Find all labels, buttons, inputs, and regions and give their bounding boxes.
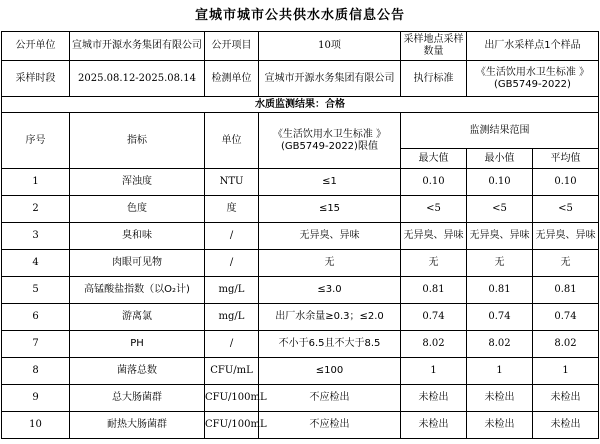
- row-unit: /: [205, 250, 259, 277]
- row-min: 0.74: [467, 304, 533, 331]
- row-avg: 未检出: [533, 385, 599, 412]
- table-row: [2, 196, 599, 223]
- table-row: [2, 385, 599, 412]
- row-limit: 无: [259, 250, 401, 277]
- row-indicator: 臭和味: [70, 223, 205, 250]
- header-limit: 《生活饮用水卫生标准 》(GB5749-2022)限值: [259, 113, 401, 169]
- table-row: [2, 304, 599, 331]
- row-min: 无: [467, 250, 533, 277]
- table-row: [2, 169, 599, 196]
- row-index: 1: [2, 169, 70, 196]
- row-max: 1: [401, 358, 467, 385]
- row-min: <5: [467, 196, 533, 223]
- row-avg: 1: [533, 358, 599, 385]
- row-max: 0.81: [401, 277, 467, 304]
- sample-value: 出厂水采样点1个样品: [467, 32, 599, 61]
- row-min: 未检出: [467, 385, 533, 412]
- testunit-value: 宣城市开源水务集团有限公司: [259, 61, 401, 97]
- table-row: [2, 223, 599, 250]
- row-index: 4: [2, 250, 70, 277]
- row-limit: 不应检出: [259, 385, 401, 412]
- testunit-label: 检测单位: [205, 61, 259, 97]
- water-quality-table: [1, 31, 599, 439]
- row-unit: /: [205, 223, 259, 250]
- row-index: 10: [2, 412, 70, 439]
- row-indicator: 游离氯: [70, 304, 205, 331]
- row-unit: mg/L: [205, 277, 259, 304]
- page-title: 宣城市城市公共供水水质信息公告: [194, 8, 405, 23]
- row-indicator: 高锰酸盐指数（以O₂计): [70, 277, 205, 304]
- row-index: 3: [2, 223, 70, 250]
- table-row: [2, 358, 599, 385]
- row-min: 8.02: [467, 331, 533, 358]
- row-index: 7: [2, 331, 70, 358]
- row-max: 未检出: [401, 385, 467, 412]
- period-label: 采样时段: [2, 61, 70, 97]
- row-index: 6: [2, 304, 70, 331]
- row-limit: ≤100: [259, 358, 401, 385]
- result-line: 水质监测结果：合格: [2, 97, 599, 113]
- row-avg: 无异臭、异味: [533, 223, 599, 250]
- row-min: 1: [467, 358, 533, 385]
- unit-value: 宣城市开源水务集团有限公司: [70, 32, 205, 61]
- row-avg: 0.81: [533, 277, 599, 304]
- row-avg: 0.10: [533, 169, 599, 196]
- row-max: 8.02: [401, 331, 467, 358]
- header-min: 最小值: [467, 149, 533, 169]
- table-row: [2, 250, 599, 277]
- data-rows: [2, 169, 599, 439]
- header-range: 监测结果范围: [401, 113, 599, 149]
- standard-label: 执行标准: [401, 61, 467, 97]
- row-avg: 0.74: [533, 304, 599, 331]
- row-indicator: 色度: [70, 196, 205, 223]
- row-index: 8: [2, 358, 70, 385]
- header-indicator: 指标: [70, 113, 205, 169]
- row-indicator: 肉眼可见物: [70, 250, 205, 277]
- row-unit: /: [205, 331, 259, 358]
- row-indicator: 总大肠菌群: [70, 385, 205, 412]
- period-value: 2025.08.12-2025.08.14: [70, 61, 205, 97]
- header-max: 最大值: [401, 149, 467, 169]
- row-unit: NTU: [205, 169, 259, 196]
- row-unit: mg/L: [205, 304, 259, 331]
- row-limit: 不应检出: [259, 412, 401, 439]
- row-min: 无异臭、异味: [467, 223, 533, 250]
- row-indicator: PH: [70, 331, 205, 358]
- row-limit: ≤3.0: [259, 277, 401, 304]
- row-limit: 无异臭、异味: [259, 223, 401, 250]
- row-min: 0.81: [467, 277, 533, 304]
- row-indicator: 菌落总数: [70, 358, 205, 385]
- header-unit: 单位: [205, 113, 259, 169]
- row-avg: 8.02: [533, 331, 599, 358]
- row-unit: CFU/100mL: [205, 412, 259, 439]
- row-max: 未检出: [401, 412, 467, 439]
- header-index: 序号: [2, 113, 70, 169]
- row-indicator: 浑浊度: [70, 169, 205, 196]
- row-avg: 未检出: [533, 412, 599, 439]
- row-max: 无异臭、异味: [401, 223, 467, 250]
- standard-value: 《生活饮用水卫生标准 》(GB5749-2022): [467, 61, 599, 97]
- row-unit: CFU/100mL: [205, 385, 259, 412]
- row-unit: CFU/mL: [205, 358, 259, 385]
- row-avg: <5: [533, 196, 599, 223]
- row-index: 9: [2, 385, 70, 412]
- items-label: 公开项目: [205, 32, 259, 61]
- sample-label: 采样地点采样数量: [401, 32, 467, 61]
- row-avg: 无: [533, 250, 599, 277]
- row-max: 0.74: [401, 304, 467, 331]
- row-unit: 度: [205, 196, 259, 223]
- table-row: [2, 412, 599, 439]
- row-max: 0.10: [401, 169, 467, 196]
- row-indicator: 耐热大肠菌群: [70, 412, 205, 439]
- row-index: 5: [2, 277, 70, 304]
- items-value: 10项: [259, 32, 401, 61]
- header-avg: 平均值: [533, 149, 599, 169]
- row-max: <5: [401, 196, 467, 223]
- table-row: [2, 277, 599, 304]
- row-index: 2: [2, 196, 70, 223]
- row-limit: 不小于6.5且不大于8.5: [259, 331, 401, 358]
- row-max: 无: [401, 250, 467, 277]
- row-min: 未检出: [467, 412, 533, 439]
- row-limit: ≤15: [259, 196, 401, 223]
- table-row: [2, 331, 599, 358]
- row-limit: ≤1: [259, 169, 401, 196]
- row-limit: 出厂水余量≥0.3；≤2.0: [259, 304, 401, 331]
- row-min: 0.10: [467, 169, 533, 196]
- unit-label: 公开单位: [2, 32, 70, 61]
